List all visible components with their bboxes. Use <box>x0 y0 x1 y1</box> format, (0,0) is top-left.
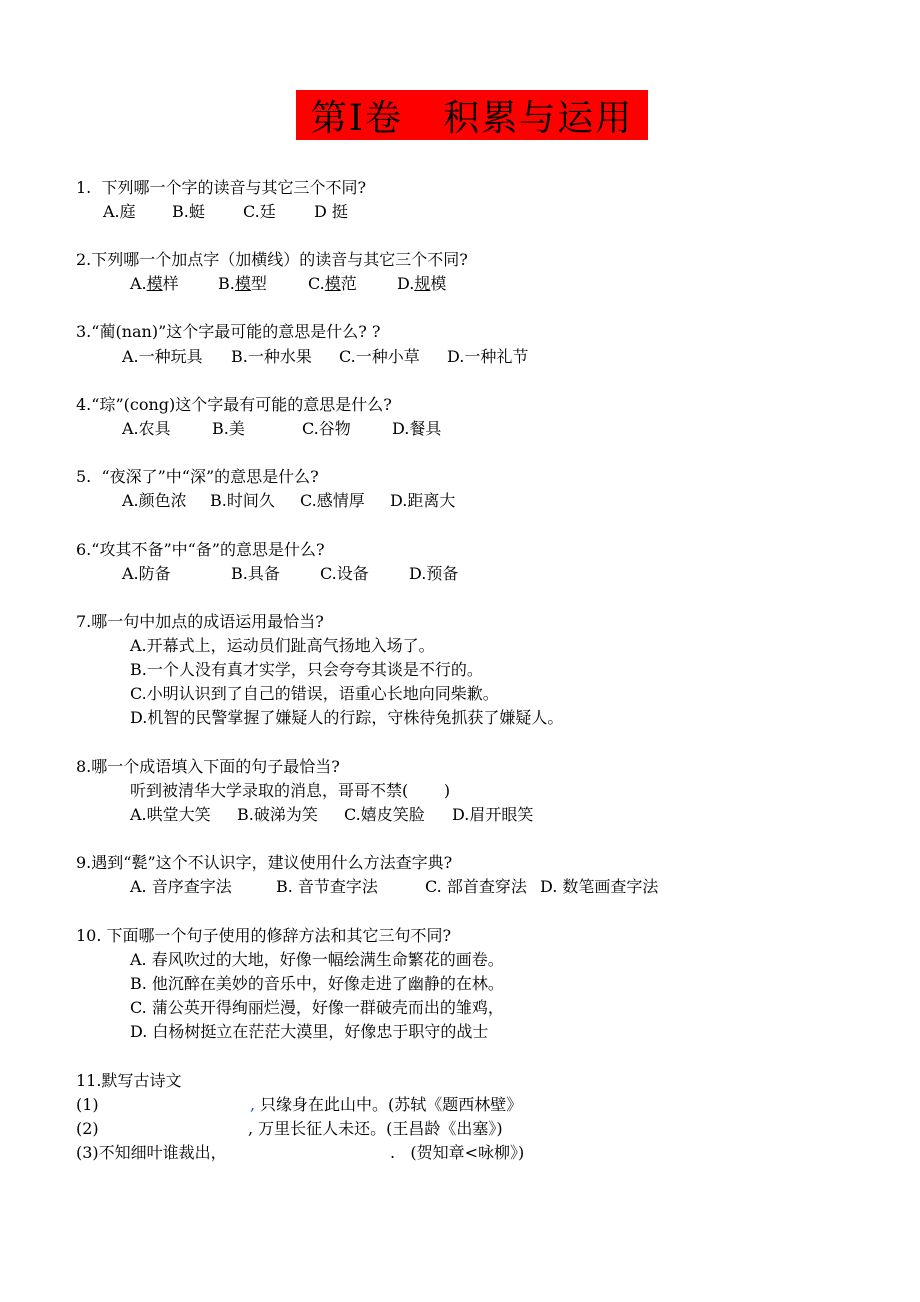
q8-stem: 8.哪一个成语填入下面的句子最恰当? <box>76 757 340 776</box>
q9-option-b: B. 音节查字法 <box>276 877 378 896</box>
q5-stem: 5. “夜深了”中“深”的意思是什么? <box>76 467 319 486</box>
q7-stem: 7.哪一句中加点的成语运用最恰当? <box>76 612 324 631</box>
q1-option-a: A.庭 <box>103 202 136 221</box>
q11-line1-comma: , <box>250 1095 256 1114</box>
q10-option-c: C. 蒲公英开得绚丽烂漫，好像一群破壳而出的雏鸡， <box>130 998 504 1017</box>
q7-option-d: D.机智的民警掌握了嫌疑人的行踪，守株待兔抓获了嫌疑人。 <box>130 708 564 727</box>
q4-stem: 4.“琮”(cong)这个字最有可能的意思是什么? <box>76 395 392 414</box>
q11-line1-number: (1) <box>76 1095 99 1114</box>
q11-line2-text: , 万里长征人未还。(王昌龄《出塞》) <box>248 1119 503 1138</box>
q11-stem: 11.默写古诗文 <box>76 1071 182 1090</box>
q10-option-b: B. 他沉醉在美妙的音乐中，好像走进了幽静的在林。 <box>130 974 504 993</box>
q11-line3-text: . (贺知章<咏柳》) <box>390 1143 525 1162</box>
q11-line2-number: (2) <box>76 1119 99 1138</box>
q3-option-d: D.一种礼节 <box>447 347 529 366</box>
q5-option-a: A.颜色浓 <box>122 491 187 510</box>
q3-option-b: B.一种水果 <box>231 347 312 366</box>
q5-option-d: D.距离大 <box>390 491 456 510</box>
q4-option-c: C.谷物 <box>302 419 351 438</box>
q10-option-a: A. 春风吹过的大地，好像一幅绘满生命繁花的画卷。 <box>130 950 504 969</box>
q6-stem: 6.“攻其不备”中“备”的意思是什么? <box>76 540 325 559</box>
q3-stem: 3.“蔺(nan)”这个字最可能的意思是什么? ? <box>76 322 381 341</box>
q4-option-a: A.农具 <box>122 419 171 438</box>
q2-option-d: D.规模 <box>397 274 447 293</box>
q5-option-b: B.时间久 <box>210 491 275 510</box>
q1-option-c: C.廷 <box>243 202 276 221</box>
q8-option-a: A.哄堂大笑 <box>130 805 211 824</box>
q2-stem: 2.下列哪一个加点字（加横线）的读音与其它三个不同? <box>76 250 468 269</box>
q4-option-d: D.餐具 <box>392 419 442 438</box>
q9-option-c: C. 部首查穿法 <box>425 877 527 896</box>
q9-option-a: A. 音序查字法 <box>130 877 232 896</box>
q4-option-b: B.美 <box>212 419 245 438</box>
q11-line3-start: (3)不知细叶谁裁出， <box>76 1143 227 1162</box>
section-title: 第Ⅰ卷 积累与运用 <box>296 90 648 140</box>
q9-option-d: D. 数笔画查字法 <box>540 877 659 896</box>
q1-stem: 1. 下列哪一个字的读音与其它三个不同? <box>76 178 367 197</box>
q6-option-b: B.具备 <box>231 564 280 583</box>
q1-option-d: D 挺 <box>314 202 348 221</box>
q7-option-a: A.开幕式上，运动员们趾高气扬地入场了。 <box>130 636 435 655</box>
q8-sentence: 听到被清华大学录取的消息，哥哥不禁( ) <box>130 781 451 800</box>
q6-option-a: A.防备 <box>122 564 171 583</box>
q8-option-b: B.破涕为笑 <box>237 805 318 824</box>
q9-stem: 9.遇到“甏”这个不认识字，建议使用什么方法查字典? <box>76 853 453 872</box>
q2-option-a: A.模样 <box>130 274 179 293</box>
q7-option-c: C.小明认识到了自己的错误，语重心长地向同柴歉。 <box>130 684 499 703</box>
q3-option-a: A.一种玩具 <box>122 347 203 366</box>
q5-option-c: C.感情厚 <box>300 491 365 510</box>
q10-stem: 10. 下面哪一个句子使用的修辞方法和其它三句不同? <box>76 926 452 945</box>
q8-option-c: C.嬉皮笑脸 <box>344 805 425 824</box>
q2-option-c: C.模范 <box>308 274 357 293</box>
q2-option-b: B.模型 <box>218 274 267 293</box>
q10-option-d: D. 白杨树挺立在茫茫大漠里，好像忠于职守的战士 <box>130 1022 489 1041</box>
q7-option-b: B.一个人没有真才实学，只会夸夸其谈是不行的。 <box>130 660 483 679</box>
q8-option-d: D.眉开眼笑 <box>452 805 534 824</box>
q3-option-c: C.一种小草 <box>339 347 420 366</box>
q1-option-b: B.蜓 <box>172 202 205 221</box>
q6-option-d: D.预备 <box>409 564 459 583</box>
q11-line1-text: 只缘身在此山中。(苏轼《题西林壁》 <box>260 1095 523 1114</box>
q6-option-c: C.设备 <box>320 564 369 583</box>
